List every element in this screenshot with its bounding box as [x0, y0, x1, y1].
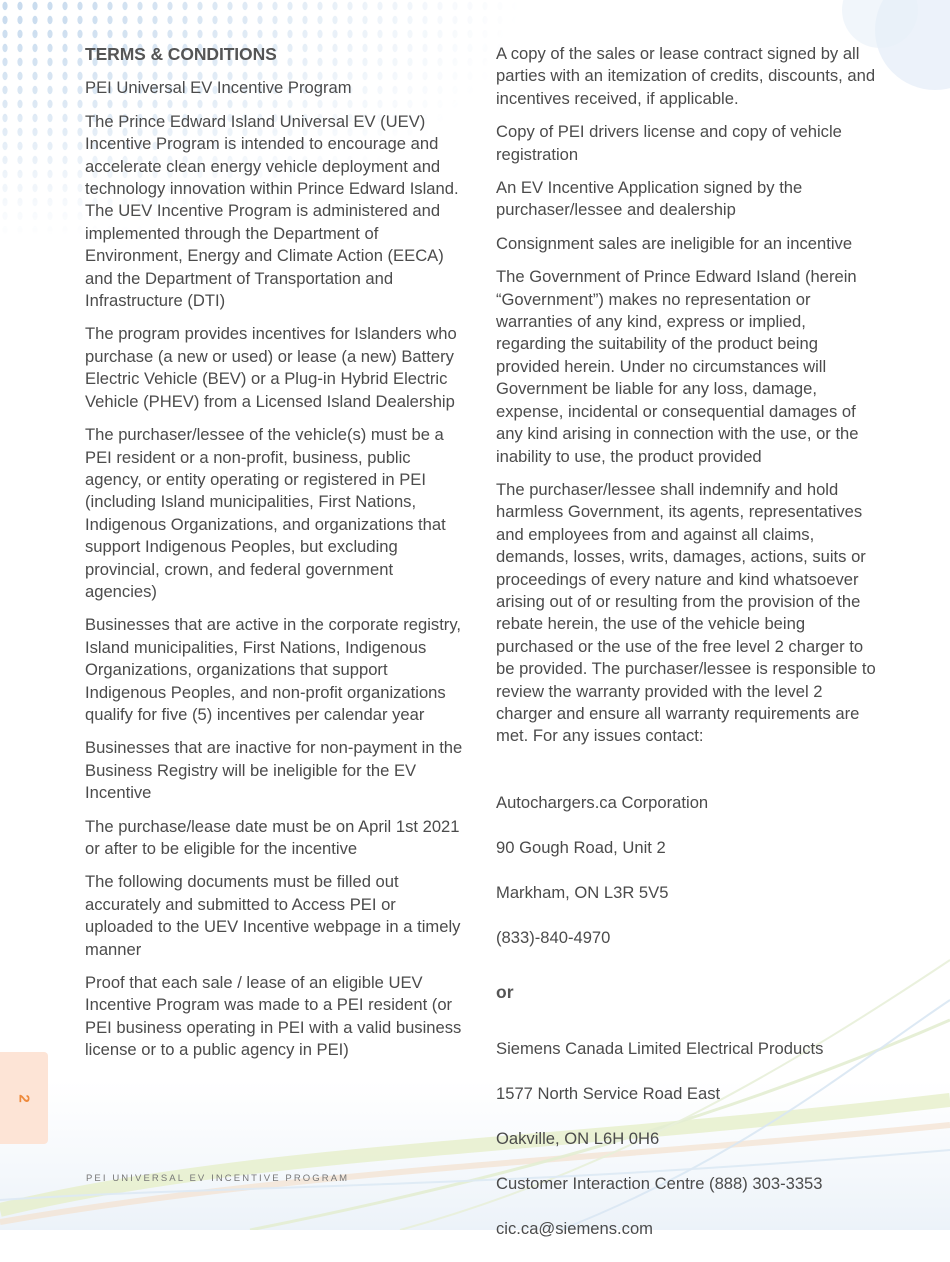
or-separator: or	[496, 982, 514, 1003]
contact-name: Autochargers.ca Corporation	[496, 793, 709, 813]
contact-street: 90 Gough Road, Unit 2	[496, 838, 666, 857]
footer-program-name: PEI UNIVERSAL EV INCENTIVE PROGRAM	[86, 1173, 350, 1184]
contact-name: Siemens Canada Limited Electrical Products	[496, 1039, 824, 1059]
page-number: 2	[15, 1093, 33, 1103]
paragraph: Copy of PEI drivers license and copy of vehicle registration	[496, 122, 842, 164]
paragraph: Consignment sales are ineligible for an incentive	[496, 233, 853, 253]
contact-siemens	[496, 1016, 876, 1262]
page-number-tab	[0, 1052, 48, 1144]
paragraph: The purchaser/lessee shall indemnify and hold harmless Government, its agents, representatives and employees from and against all claims, demands, losses, writs, damages, actions, suits or proceedings of every nature and kind whatsoever arising out of or resulting from the provision of the rebate herein, the use of the vehicle being purchased or the use of the free level 2 charger to be provided. The purchaser/lessee is responsible to review the warranty provided with the level 2 charger and ensure all warranty requirements are met. For any issues contact:	[496, 479, 876, 746]
paragraph: Proof that each sale / lease of an eligible UEV Incentive Program was made to a PEI resident (or PEI business operating in PEI with a valid business license or to a public agency in PEI)	[85, 973, 462, 1060]
contact-city: Markham, ON L3R 5V5	[496, 882, 669, 902]
paragraph: The program provides incentives for Islanders who purchase (a new or used) or lease (a new) Battery Electric Vehicle (BEV) or a Plug-in Hybrid Electric Vehicle (PHEV) from a Licensed Island Dealership	[85, 324, 457, 411]
paragraph: The Government of Prince Edward Island (herein “Government”) makes no representation or warranties of any kind, express or implied, regarding the suitability of the product being provided herein. Under no circumstances will Government be liable for any loss, damage, expense, incidental or consequential damages of any kind arising in connection with the use, or the inability to use, the product provided	[496, 267, 859, 466]
program-subtitle: PEI Universal EV Incentive Program	[85, 78, 352, 98]
paragraph: Businesses that are active in the corporate registry, Island municipalities, First Nations, Indigenous Organizations, organizations that support Indigenous Peoples, and non-profit organizations qualify for five (5) incentives per calendar year	[85, 615, 462, 724]
paragraph: The purchase/lease date must be on April 1st 2021 or after to be eligible for the incentive	[85, 816, 460, 858]
contact-phone: Customer Interaction Centre (888) 303-3353	[496, 1173, 823, 1193]
paragraph: An EV Incentive Application signed by the purchaser/lessee and dealership	[496, 178, 803, 220]
paragraph: Businesses that are inactive for non-payment in the Business Registry will be ineligible for the EV Incentive	[85, 738, 463, 803]
paragraph: The purchaser/lessee of the vehicle(s) must be a PEI resident or a non-profit, business, public agency, or entity operating or registered in PEI (including Island municipalities, First Nations, Indigenous Organizations, and organizations that support Indigenous Peoples, but excluding provincial, crown, and federal government agencies)	[85, 425, 446, 601]
left-column	[85, 43, 463, 1073]
contact-phone: (833)-840-4970	[496, 927, 611, 947]
right-column	[496, 43, 876, 1262]
contact-email: cic.ca@siemens.com	[496, 1218, 654, 1238]
contact-autochargers	[496, 770, 876, 972]
contact-street: 1577 North Service Road East	[496, 1084, 721, 1104]
paragraph: The Prince Edward Island Universal EV (UEV) Incentive Program is intended to encourage and accelerate clean energy vehicle deployment and technology innovation within Prince Edward Island. The UEV Incentive Program is administered and implemented through the Department of Environment, Energy and Climate Action (EECA) and the Department of Transportation and Infrastructure (DTI)	[85, 111, 459, 311]
paragraph: A copy of the sales or lease contract signed by all parties with an itemization of credits, discounts, and incentives received, if applicable.	[496, 44, 876, 108]
paragraph: The following documents must be filled out accurately and submitted to Access PEI or uploaded to the UEV Incentive webpage in a timely manner	[85, 872, 461, 959]
page-title: TERMS & CONDITIONS	[85, 44, 277, 64]
contact-city: Oakville, ON L6H 0H6	[496, 1128, 660, 1148]
